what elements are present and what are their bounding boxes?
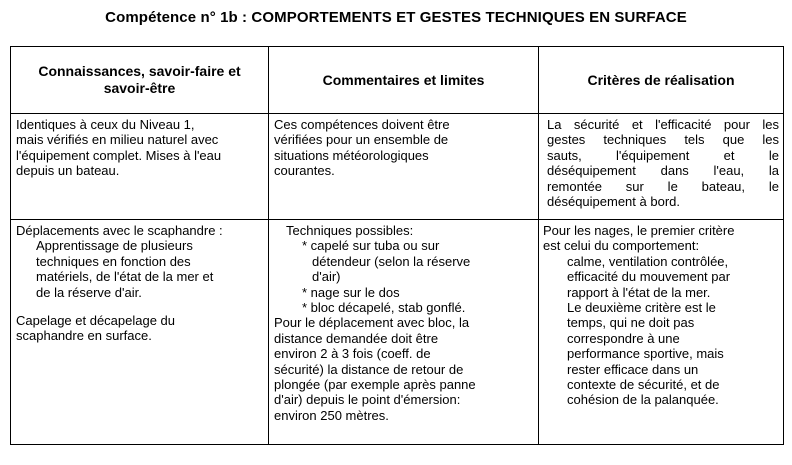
text-line: déséquipement dans l'eau, la [547,163,779,179]
text-line: vérifiées pour un ensemble de [274,132,449,148]
text-line: est celui du comportement: [543,238,700,254]
text-line: techniques en fonction des [36,253,191,269]
text-line: cohésion de la palanquée. [567,392,719,408]
text-line: Techniques possibles: [286,223,414,238]
text-line: détendeur (selon la réserve [312,253,471,269]
text-line: Déplacements avec le scaphandre : [16,223,223,238]
text-line: Identiques à ceux du Niveau 1, [16,117,195,132]
text-line: remontée sur le bateau, le [547,178,779,194]
text-line: * bloc décapelé, stab gonflé. [302,300,466,316]
text-line: de la réserve d'air. [36,284,142,300]
row2-commentaires-cell [269,220,539,445]
text-line: contexte de sécurité, et de [567,377,720,393]
text-line: Pour les nages, le premier critère [543,223,735,238]
competence-table [10,46,784,445]
table-row [11,220,784,445]
text-line: mais vérifiés en milieu naturel avec [16,132,219,148]
text-line: performance sportive, mais [567,346,724,362]
text-line: d'air) depuis le point d'émersion: [274,392,461,408]
text-line: sauts, l'équipement et le [547,147,779,163]
text-line: déséquipement à bord. [547,194,680,210]
header-connaissances: Connaissances, savoir-faire et savoir-être [11,47,269,114]
text-line: calme, ventilation contrôlée, [567,253,729,269]
row1-commentaires-cell [269,114,539,220]
text-line: Capelage et décapelage du [16,313,176,329]
table-header-row [11,47,784,114]
text-line: Apprentissage de plusieurs [36,238,193,254]
table-row [11,114,784,220]
text-line: La sécurité et l'efficacité pour les [547,117,779,132]
text-line: Le deuxième critère est le [567,300,716,316]
text-line: scaphandre en surface. [16,328,152,344]
text-line: Pour le déplacement avec bloc, la [274,315,470,331]
text-line: environ 2 à 3 fois (coeff. de [274,346,431,362]
text-line: efficacité du mouvement par [567,269,731,285]
row1-connaissances-cell [11,114,269,220]
text-line: Ces compétences doivent être [274,117,450,132]
text-line: rester efficace dans un [567,361,699,377]
text-line: environ 250 mètres. [274,407,389,423]
text-line: gestes techniques tels que les [547,132,779,148]
text-line: matériels, de l'état de la mer et [36,269,214,285]
text-line: l'équipement complet. Mises à l'eau [16,147,222,163]
text-line: plongée (par exemple après panne [274,377,476,393]
text-line: distance demandée doit être [274,330,439,346]
text-line: depuis un bateau. [16,163,120,179]
text-line: temps, qui ne doit pas [567,315,695,331]
text-line: correspondre à une [567,330,680,346]
page-title: Compétence n° 1b : COMPORTEMENTS ET GESTES TECHNIQUES EN SURFACE [105,9,687,26]
text-line: d'air) [312,269,341,285]
header-commentaires: Commentaires et limites [269,47,539,114]
text-line: sécurité) la distance de retour de [274,361,464,377]
text-line: * nage sur le dos [302,284,400,300]
row2-criteres-cell [539,220,784,445]
row1-criteres-cell [539,114,784,220]
text-line: rapport à l'état de la mer. [567,284,711,300]
header-criteres: Critères de réalisation [539,47,784,114]
text-line: courantes. [274,163,335,179]
text-line: * capelé sur tuba ou sur [302,238,440,254]
row2-connaissances-cell [11,220,269,445]
text-line: situations météorologiques [274,147,429,163]
